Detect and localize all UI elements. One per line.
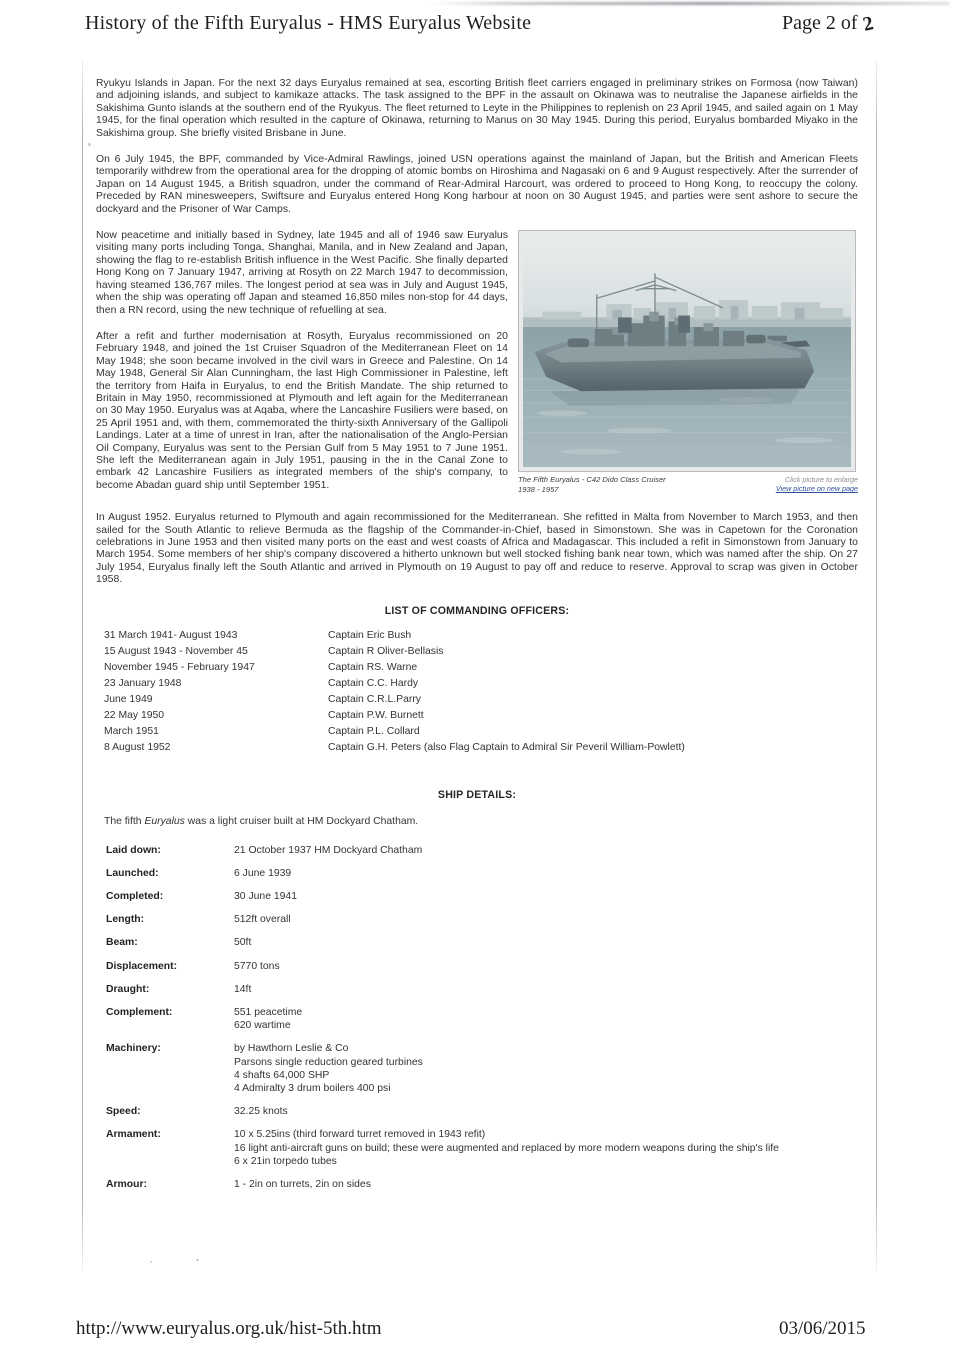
ship-detail-value-line: 6 x 21in torpedo tubes [234, 1155, 337, 1167]
officer-name: Captain R Oliver-Bellasis [328, 645, 444, 657]
ship-detail-row [106, 1105, 834, 1128]
ship-detail-label: Launched: [106, 867, 159, 879]
print-header-title: History of the Fifth Euryalus - HMS Euryalus Website [85, 12, 532, 34]
officer-name: Captain RS. Warne [328, 661, 418, 673]
officer-name: Captain C.R.L.Parry [328, 693, 421, 705]
officer-row [104, 709, 685, 725]
ship-detail-value [234, 867, 834, 890]
officer-row [104, 629, 685, 645]
ship-detail-value [234, 936, 834, 959]
ship-detail-value-line: 4 Admiralty 3 drum boilers 400 psi [234, 1083, 391, 1095]
view-picture-link[interactable]: View picture on new page [775, 484, 858, 494]
ship-detail-label: Machinery: [106, 1043, 161, 1055]
ship-details-heading: SHIP DETAILS: [437, 788, 517, 801]
ship-detail-label: Complement: [106, 1007, 173, 1019]
ship-detail-row [106, 1178, 834, 1201]
officer-name: Captain P.L. Collard [328, 725, 420, 737]
photo-meta [518, 475, 858, 494]
ship-detail-label: Length: [106, 914, 145, 926]
officer-row [104, 693, 685, 709]
photo-links [776, 475, 858, 494]
ship-detail-value-line: Parsons single reduction geared turbines [234, 1056, 423, 1068]
ship-detail-row [106, 890, 834, 913]
paragraph-1: Ryukyu Islands in Japan. For the next 32 days Euryalus remained at sea, escorting British fleet carriers engaged in preliminary strikes on Formosa (now Taiwan) and adjoining islands, and subject to kamikaze attacks. The task assigned to the BPF in the assault on Okinawa was to neutralise the Japanese airfields in the Sakishima Gunto islands at the southern end of the Ryukyus. The fleet returned to Leyte in the Philippines to replenish on 23 April 1945, and sailed again on 1 May 1945, for the final operation which resulted in the capture of Okinawa, returning to Manus on 30 May 1945. During this period, Euryalus bombarded Miyako in the Sakishima group. She briefly visited Brisbane in June. [96, 78, 858, 139]
officer-period: 31 March 1941- August 1943 [104, 629, 238, 641]
officer-name: Captain C.C. Hardy [328, 677, 419, 689]
commanding-officers-heading: LIST OF COMMANDING OFFICERS: [384, 604, 570, 617]
scan-speck [150, 1261, 152, 1263]
scan-smudge-top [430, 2, 950, 5]
ship-detail-row [106, 983, 834, 1006]
ship-detail-value-line: 4 shafts 64,000 SHP [234, 1069, 330, 1081]
ship-detail-value [234, 1105, 834, 1128]
officer-row [104, 645, 685, 661]
officer-period: 23 January 1948 [104, 677, 182, 689]
ship-detail-value-line: 16 light anti-aircraft guns on build; these were augmented and replaced by more modern weapons during the ship's life [234, 1142, 779, 1154]
ship-detail-row [106, 1042, 834, 1105]
ship-detail-value-line: 620 wartime [234, 1020, 291, 1032]
ship-detail-row [106, 1006, 834, 1042]
intro-post: was a light cruiser built at HM Dockyard Chatham. [184, 815, 419, 827]
ship-detail-row [106, 960, 834, 983]
officer-row [104, 677, 685, 693]
commanding-officers-table [104, 629, 685, 757]
ship-detail-value-line: 14ft [234, 983, 252, 995]
ship-detail-value [234, 913, 834, 936]
ship-detail-row [106, 936, 834, 959]
ship-detail-value-line: 30 June 1941 [234, 891, 297, 903]
ship-detail-label: Armour: [106, 1179, 147, 1191]
ship-detail-label: Speed: [106, 1106, 141, 1118]
photo-block [518, 230, 858, 494]
print-footer-url: http://www.euryalus.org.uk/hist-5th.htm [76, 1318, 382, 1339]
ship-details-table [106, 844, 834, 1202]
scan-speck [88, 143, 91, 146]
print-header-page [782, 12, 876, 36]
click-to-enlarge-hint: Click picture to enlarge [784, 475, 858, 485]
officer-row [104, 725, 685, 741]
ship-detail-value-line: 32.25 knots [234, 1106, 288, 1118]
ship-photograph[interactable] [523, 235, 851, 467]
ship-detail-value [234, 960, 834, 983]
ship-detail-value-line: 21 October 1937 HM Dockyard Chatham [234, 844, 423, 856]
ship-details-intro [104, 815, 858, 828]
ship-detail-value-line: 6 June 1939 [234, 867, 292, 879]
ship-detail-value [234, 983, 834, 1006]
paragraph-4: After a refit and further modernisation at Rosyth, Euryalus recommissioned on 20 February 1948, and joined the 1st Cruiser Squadron of the Mediterranean Fleet on 14 May 1948; she soon became involved in the civil wars in Greece and Palestine. On 14 May 1948, General Sir Alan Cunningham, the last High Commissioner in Palestine, left the territory from Haifa in Euryalus, to end the British Mandate. The ship returned to Britain in May 1950, recommissioned at Plymouth and left again for the Mediterranean on 30 May 1950. Euryalus was at Aqaba, where the Lancashire Fusiliers were based, on 25 April 1951 and, with them, commemorated the thirty-sixth Anniversary of the Gallipoli Landings. Later at a time of unrest in Iran, after the nationalisation of the Anglo-Persian Oil Company, Euryalus was sent to the Persian Gulf from 5 May 1951 to 7 June 1951. She left the Mediterranean again in July 1951, pausing in the in the Canal Zone to embark 42 Lancashire Fusiliers as integrated members of the ship's company, to become Abadan guard ship until September 1951. [96, 330, 508, 491]
ship-detail-label: Completed: [106, 891, 164, 903]
ship-detail-value-line: 1 - 2in on turrets, 2in on sides [234, 1179, 371, 1191]
intro-pre: The fifth [104, 815, 145, 827]
paragraph-3: Now peacetime and initially based in Sydney, late 1945 and all of 1946 saw Euryalus visiting many ports including Tonga, Shanghai, Manila, and in New Zealand and Japan, showing the flag to re-establish British influence in the West Pacific. She finally departed Hong Kong on 7 January 1947, arriving at Rosyth on 22 March 1947 to decommission, having steamed 136,767 miles. The longest period at sea was in July and August 1945, when the ship was operating off Japan and steamed 16,850 miles non-stop for 44 days, then a RN record, using the new technique of refuelling at sea. [96, 230, 508, 316]
intro-ship-name: Euryalus [144, 815, 185, 827]
ship-detail-value [234, 890, 834, 913]
officer-name: Captain G.H. Peters (also Flag Captain to Admiral Sir Peveril William-Powlett) [328, 741, 685, 753]
document-body [96, 78, 858, 1201]
ship-detail-row [106, 913, 834, 936]
ship-detail-label: Draught: [106, 983, 150, 995]
officer-period: 22 May 1950 [104, 709, 165, 721]
officer-period: March 1951 [104, 725, 159, 737]
page-total: 2 [860, 12, 876, 36]
paragraph-2: On 6 July 1945, the BPF, commanded by Vice-Admiral Rawlings, joined USN operations against the mainland of Japan, but the British and American Fleets temporarily withdrew from the operational area for the dropping of atomic bombs on Hiroshima and Nagasaki on 6 and 9 August respectively. After the surrender of Japan on 14 August 1945, a British squadron, under the command of Rear-Admiral Harcourt, was ordered to proceed to Hong Kong, to reoccupy the colony. Preceded by RAN minesweepers, Swiftsure and Euryalus entered Hong Kong harbour at noon on 30 August 1945, and parties were sent ashore to secure the dockyard and the Prisoner of War Camps. [96, 154, 858, 215]
ship-detail-value [234, 844, 834, 867]
officer-name: Captain P.W. Burnett [328, 709, 424, 721]
page-border-right [876, 60, 877, 1272]
photo-caption [518, 475, 666, 494]
officer-period: 8 August 1952 [104, 741, 171, 753]
ship-detail-label: Laid down: [106, 844, 161, 856]
ship-detail-label: Armament: [106, 1129, 161, 1141]
photo-caption-line-1: The Fifth Euryalus - C42 Dido Class Cruiser [518, 475, 666, 485]
ship-detail-value [234, 1178, 834, 1201]
scan-speck [196, 1259, 199, 1261]
ship-detail-value-line: 551 peacetime [234, 1007, 303, 1019]
ship-detail-row [106, 1128, 834, 1178]
ship-detail-value [234, 1006, 834, 1042]
officer-name: Captain Eric Bush [328, 629, 412, 641]
photo-frame[interactable] [518, 230, 856, 472]
officer-period: 15 August 1943 - November 45 [104, 645, 248, 657]
photo-caption-line-2: 1938 - 1957 [518, 484, 559, 494]
page-border-left [82, 60, 83, 1272]
paragraph-5: In August 1952. Euryalus returned to Plymouth and again recommissioned for the Mediterranean. She refitted in Malta from November to March 1953, and then sailed for the South Atlantic to relieve Bermuda as the flagship of the Commander-in-Chief, based in Simonstown. She was in Capetown for the Coronation celebrations in June 1953 and then visited many ports on the east and west coasts of Africa and Madagascar. This included a refit in Simonstown from January to March 1954. Some members of her ship's company discovered a hitherto unknown but well stocked fishing bank near town, which was named after the ship. On 27 July 1954, Euryalus finally left the South Atlantic and arrived in Plymouth on 19 August to pay off and reduce to reserve. Approval to scrap was given in October 1958. [96, 512, 858, 586]
officer-row [104, 661, 685, 677]
print-footer-date: 03/06/2015 [779, 1318, 866, 1339]
officer-row [104, 741, 685, 757]
ship-detail-value-line: 50ft [234, 937, 252, 949]
ship-detail-label: Displacement: [106, 960, 178, 972]
ship-detail-value-line: 10 x 5.25ins (third forward turret removed in 1943 refit) [234, 1129, 486, 1141]
ship-detail-value-line: 512ft overall [234, 914, 291, 926]
page-label: Page 2 of [782, 12, 858, 34]
ship-detail-row [106, 867, 834, 890]
ship-detail-row [106, 844, 834, 867]
ship-detail-label: Beam: [106, 937, 138, 949]
ship-detail-value [234, 1128, 834, 1178]
ship-detail-value-line: by Hawthorn Leslie & Co [234, 1043, 349, 1055]
officer-period: November 1945 - February 1947 [104, 661, 255, 673]
ship-detail-value-line: 5770 tons [234, 960, 280, 972]
officer-period: June 1949 [104, 693, 153, 705]
ship-detail-value [234, 1042, 834, 1105]
